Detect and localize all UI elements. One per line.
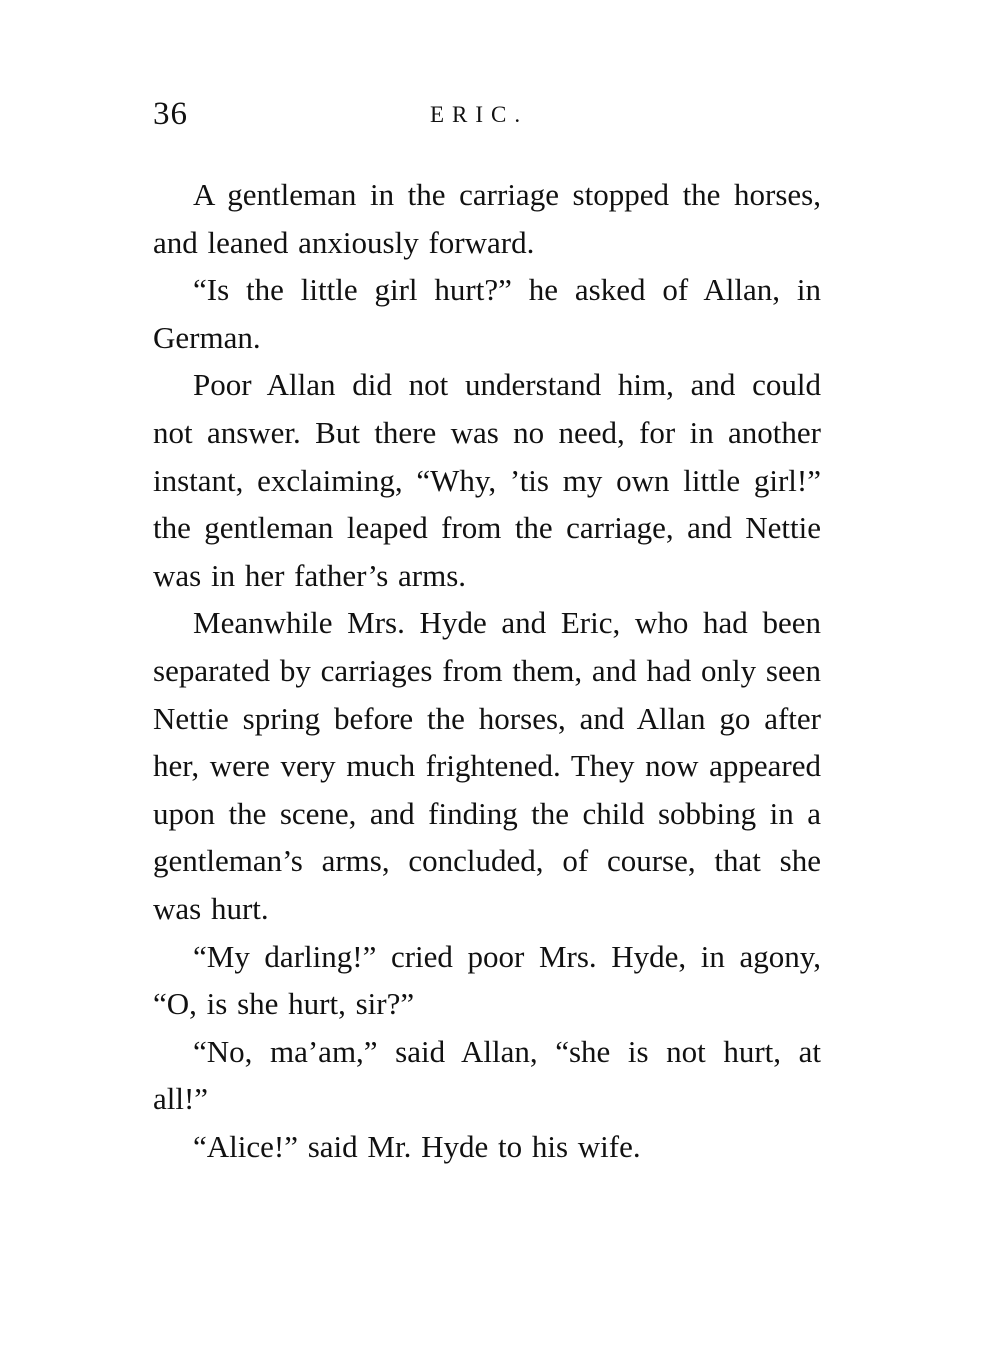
- paragraph: Meanwhile Mrs. Hyde and Eric, who had been separated by carriages from them, and had only seen Nettie spring before the horses, and Allan go after her, were very much frightened. They now appeared upon the scene, and finding the child sobbing in a gentleman’s arms, concluded, of course, that she was hurt.: [153, 605, 821, 926]
- paragraph: A gentleman in the carriage stopped the horses, and leaned anxiously forward.: [153, 177, 821, 260]
- body-text: [153, 171, 821, 1170]
- paragraph: Poor Allan did not understand him, and could not answer. But there was no need, for in another instant, exclaiming, “Why, ’tis my own little girl!” the gentleman leaped from the carriage, and Nettie was in her father’s arms.: [153, 367, 821, 593]
- paragraph: “Alice!” said Mr. Hyde to his wife.: [193, 1128, 641, 1164]
- paragraph: “Is the little girl hurt?” he asked of Allan, in German.: [153, 272, 821, 355]
- page-number: 36: [153, 96, 188, 132]
- running-title: ERIC.: [430, 102, 529, 127]
- paragraph: “No, ma’am,” said Allan, “she is not hurt, at all!”: [153, 1033, 821, 1117]
- paragraph: “My darling!” cried poor Mrs. Hyde, in agony, “O, is she hurt, sir?”: [153, 938, 821, 1022]
